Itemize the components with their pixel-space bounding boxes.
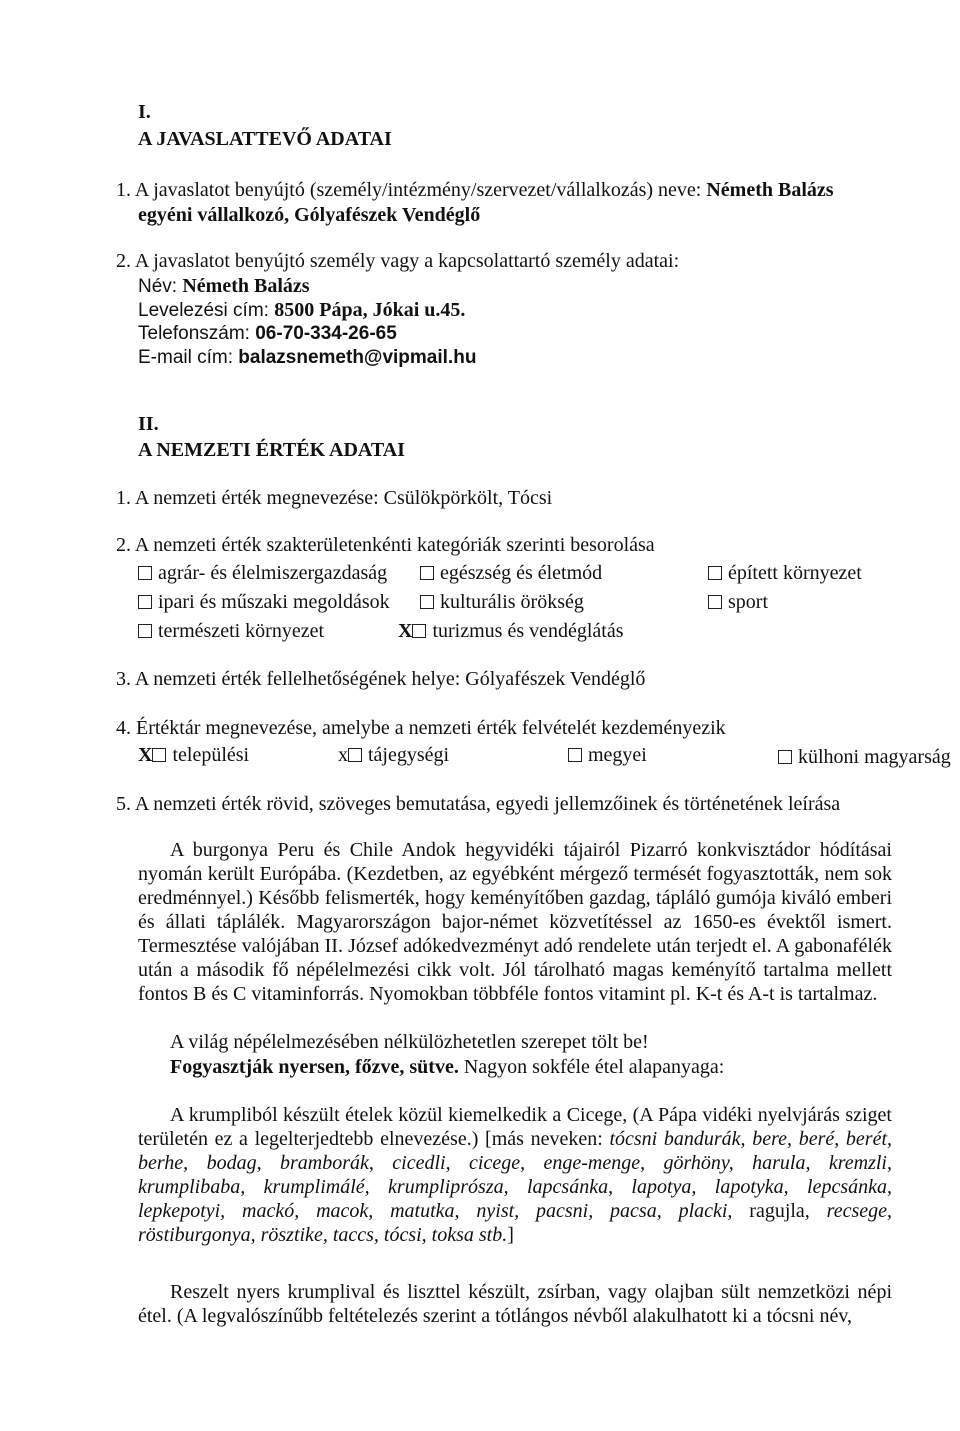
contact-email <box>138 346 476 370</box>
level-tajegysegi[interactable] <box>338 743 449 767</box>
paragraph-importance: A világ népélelmezésében nélkülözhetetlen szerepet tölt be! <box>170 1031 649 1053</box>
checkbox-icon <box>420 595 434 609</box>
value-name: 1. A nemzeti érték megnevezése: Csülökpörkölt, Tócsi <box>116 487 553 509</box>
x-mark: X <box>138 744 153 766</box>
contact-email-label: E-mail cím: <box>138 347 233 368</box>
category-heading: 2. A nemzeti érték szakterületenkénti kategóriák szerinti besorolása <box>116 534 655 556</box>
proposer-name-continued: egyéni vállalkozó, Gólyafészek Vendéglő <box>138 204 481 226</box>
cicege-intro: A krumpliból készült ételek közül kiemelkedik a Cicege, (A Pápa vidéki nyelvjárás sziget területén ez a legelterjedtebb elnevezése.) [más neveken: <box>138 1104 892 1150</box>
paragraph-cicege <box>138 1103 892 1247</box>
contact-name <box>138 274 310 299</box>
level-kulhoni-label: külhoni magyarság <box>798 746 951 768</box>
checkbox-icon <box>568 748 582 762</box>
x-mark: X <box>398 620 413 642</box>
section-2-heading: A NEMZETI ÉRTÉK ADATAI <box>138 439 405 461</box>
x-mark: x <box>338 744 348 766</box>
category-sport[interactable] <box>708 590 768 614</box>
contact-phone-value: 06-70-334-26-65 <box>255 323 397 344</box>
category-agrar[interactable] <box>138 561 387 585</box>
contact-email-value: balazsnemeth@vipmail.hu <box>238 347 477 368</box>
checkbox-icon <box>152 748 166 762</box>
contact-address-value: 8500 Pápa, Jókai u.45. <box>274 299 466 321</box>
usage-bold: Fogyasztják nyersen, főzve, sütve. <box>170 1056 459 1078</box>
category-epitett[interactable] <box>708 561 862 585</box>
level-tajegysegi-label: tájegységi <box>368 744 450 766</box>
contact-address-label: Levelezési cím: <box>138 300 269 321</box>
category-egeszseg[interactable] <box>420 561 602 585</box>
section-2-numeral: II. <box>138 413 159 435</box>
level-kulhoni[interactable] <box>778 745 951 769</box>
checkbox-icon <box>138 566 152 580</box>
level-megyei[interactable] <box>568 743 647 767</box>
description-heading: 5. A nemzeti érték rövid, szöveges bemutatása, egyedi jellemzőinek és történetének leírása <box>116 793 841 815</box>
proposer-name-line <box>116 178 834 202</box>
section-1-numeral: I. <box>138 101 151 123</box>
category-agrar-label: agrár- és élelmiszergazdaság <box>158 562 388 584</box>
level-telepulesi-label: települési <box>172 744 250 766</box>
checkbox-icon <box>708 566 722 580</box>
section-1-heading: A JAVASLATTEVŐ ADATAI <box>138 128 392 150</box>
cicege-end: ] <box>507 1224 514 1246</box>
cicege-names-a: tócsni bandurák, bere, beré, berét, berhe, bodag, bramborák, cicedli, cicege, enge-menge, görhöny, harula, kremzli, krumplibaba, krumplimálé, krumpliprósza, lapcsánka, lapotya, lapotyka, lepcsánka, lepkepotyi, mackó, macok, matutka, nyist, pacsni, pacsa, placki, <box>138 1128 892 1222</box>
location-line: 3. A nemzeti érték fellelhetőségének helye: Gólyafészek Vendéglő <box>116 668 646 690</box>
paragraph-history: A burgonya Peru és Chile Andok hegyvidéki tájairól Pizarró konkvisztádor hódításai nyomán került Európába. (Kezdetben, az egyébként mérgező termését fogyasztották, nem sok eredménnyel.) Később felismerték, hogy keményítőben gazdag, tápláló gumója kiváló emberi és állati táplálék. Magyarországon bajor-német közvetítéssel az 1650-es évektől ismert. Termesztése valójában II. József adókedvezményt adó rendelete után terjedt el. A gabonafélék után a második fő népélelmezési cikk volt. Jól tárolható magas keményítő tartalma mellett fontos B és C vitaminforrás. Nyomokban többféle fontos vitamint pl. K-t és A-t is tartalmaz. <box>138 839 892 1005</box>
checkbox-icon <box>412 624 426 638</box>
category-termeszeti[interactable] <box>138 619 324 643</box>
proposer-name-value: Németh Balázs <box>706 179 834 201</box>
checkbox-icon <box>138 624 152 638</box>
category-ipari[interactable] <box>138 590 390 614</box>
category-termeszeti-label: természeti környezet <box>158 620 325 642</box>
contact-name-label: Név: <box>138 276 178 297</box>
usage-rest: Nagyon sokféle étel alapanyaga: <box>458 1056 725 1078</box>
checkbox-icon <box>708 595 722 609</box>
contact-phone-label: Telefonszám: <box>138 323 250 344</box>
contact-phone <box>138 322 397 346</box>
proposer-name-label: 1. A javaslatot benyújtó (személy/intézmény/szervezet/vállalkozás) neve: <box>116 179 702 201</box>
category-ipari-label: ipari és műszaki megoldások <box>158 591 390 613</box>
category-sport-label: sport <box>728 591 768 613</box>
level-telepulesi[interactable] <box>138 743 249 767</box>
registry-heading: 4. Értéktár megnevezése, amelybe a nemzeti érték felvételét kezdeményezik <box>116 717 726 739</box>
contact-address <box>138 298 465 323</box>
category-turizmus-label: turizmus és vendéglátás <box>432 620 624 642</box>
category-turizmus[interactable] <box>398 619 624 643</box>
checkbox-icon <box>420 566 434 580</box>
cicege-names-b: recsege, röstiburgonya, rösztike, taccs, tócsi, toksa stb. <box>138 1200 892 1246</box>
checkbox-icon <box>778 750 792 764</box>
paragraph-tocsi: Reszelt nyers krumplival és liszttel készült, zsírban, vagy olajban sült nemzetközi népi étel. (A legvalószínűbb feltételezés szerint a tótlángos névből alakulhatott ki a tócsni név, <box>138 1281 892 1327</box>
category-kulturalis[interactable] <box>420 590 584 614</box>
checkbox-icon <box>138 595 152 609</box>
level-megyei-label: megyei <box>588 744 647 766</box>
checkbox-icon <box>348 748 362 762</box>
category-epitett-label: épített környezet <box>728 562 862 584</box>
contact-intro: 2. A javaslatot benyújtó személy vagy a kapcsolattartó személy adatai: <box>116 250 680 272</box>
contact-name-value: Németh Balázs <box>182 275 310 297</box>
paragraph-usage <box>170 1055 724 1079</box>
cicege-mid: ragujla, <box>732 1200 827 1222</box>
category-kulturalis-label: kulturális örökség <box>440 591 584 613</box>
category-egeszseg-label: egészség és életmód <box>440 562 603 584</box>
